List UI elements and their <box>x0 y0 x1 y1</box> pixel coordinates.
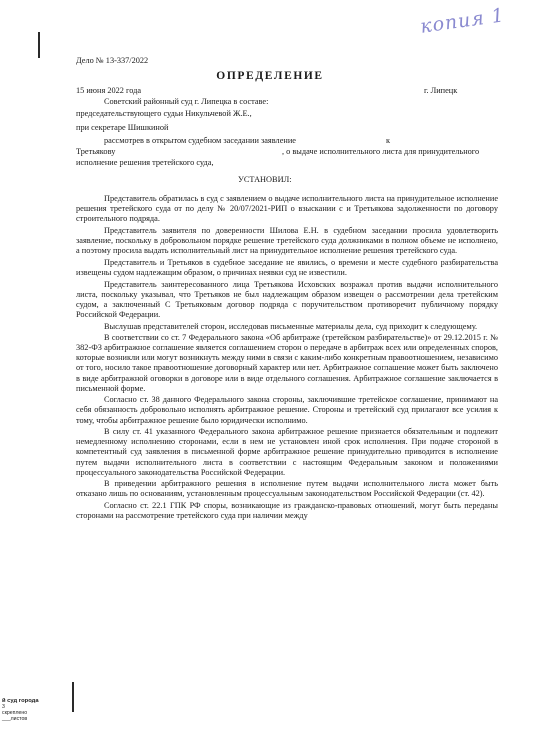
paragraph: В соответствии со ст. 7 Федерального закона «Об арбитраже (третейском разбирательстве)» от 29.12.2015 г. № 382-ФЗ арбитражное соглашение является соглашением сторон о передаче в арбитраж всех или определенных споров, которые возникли или могут возникнуть между ними в связи с каким-либо конкретным правоотношением, независимо от того, носило такое правоотношение договорный характер или нет. Арбитражное соглашение может быть заключено в виде арбитражной оговорки в договоре или в виде отдельного соглашения. Арбитражное соглашение заключается в письменной форме. <box>76 333 499 393</box>
binding-note <box>2 698 39 722</box>
paragraph: Представитель обратилась в суд с заявлением о выдаче исполнительного листа на принудительное исполнение решения третейского суда от по делу № 20/07/2021-РИП о взыскании с и Третьякова задолженности по договору строительного подряда. <box>76 194 498 224</box>
document-title: ОПРЕДЕЛЕНИЕ <box>216 70 324 82</box>
paragraph: Выслушав представителей сторон, исследовав письменные материалы дела, суд приходит к следующему. <box>104 321 478 331</box>
intro-subject: , о выдаче исполнительного листа для принудительного <box>282 147 480 156</box>
paragraph: Согласно ст. 38 данного Федерального закона стороны, заключившие третейское соглашение, принимают на себя обязанность добровольно исполнять арбитражное решение. Стороны и третейский суд прилагают все усилия к тому, чтобы арбитражное решение было юридически исполнимо. <box>76 395 498 425</box>
margin-mark-bottom <box>72 682 74 712</box>
intro-subject-end: исполнение решения третейского суда, <box>76 158 214 167</box>
paragraph: Согласно ст. 22.1 ГПК РФ споры, возникающие из гражданско-правовых отношений, могут быть переданы сторонами на рассмотрение третейского суда при наличии между <box>76 501 498 521</box>
decision-city: г. Липецк <box>424 86 458 95</box>
binding-note-number: 3 <box>2 704 5 710</box>
copy-stamp: копия 1 <box>418 4 507 38</box>
intro-judge: председательствующего судьи Никульчевой Ж.Е., <box>76 109 252 118</box>
paragraph: В приведении арбитражного решения в исполнение путем выдачи исполнительного листа может быть отказано лишь по основаниям, установленным процессуальным законодательством Российской Федерации (ст. 42). <box>76 479 498 499</box>
intro-hearing-to: к <box>386 136 391 145</box>
decision-body <box>76 194 498 523</box>
intro-respondent: Третьякову <box>76 147 116 156</box>
section-heading: УСТАНОВИЛ: <box>238 175 292 184</box>
margin-mark-top <box>38 32 40 58</box>
paragraph: Представитель и Третьяков в судебное заседание не явились, о времени и месте судебного разбирательства извещены судом надлежащим образом, о причинах неявки суд не известили. <box>76 257 498 277</box>
binding-note-sheets: ___листов <box>2 716 28 722</box>
paragraph: Представитель заинтересованного лица Третьякова Исховских возражал против выдачи исполнительного листа, поскольку указывал, что Третьяков не был надлежащим образом извещен о рассмотрении дела третейским судом, а заключенный С Третьяковым договор подряда с поручительством противоречит публичному порядку Российской Федерации. <box>76 279 498 319</box>
binding-note-court: й суд города <box>2 698 39 704</box>
decision-date: 15 июня 2022 года <box>76 86 142 95</box>
binding-note-sealed: скреплено <box>2 710 28 716</box>
intro-secretary: при секретаре Шишкиной <box>76 123 169 132</box>
case-number: Дело № 13-337/2022 <box>76 56 149 65</box>
intro-hearing: рассмотрев в открытом судебном заседании заявление <box>104 136 296 145</box>
paragraph: В силу ст. 41 указанного Федерального закона арбитражное решение признается обязательным и подлежит немедленному исполнению сторонами, если в нем не установлен иной срок исполнения. При подаче стороной в компетентный суд заявления в письменной форме арбитражное решение принудительно приводится в исполнение путем выдачи исполнительного листа в соответствии с настоящим Федеральным законом и положениями процессуального законодательства Российской Федерации. <box>76 427 498 477</box>
intro-court: Советский районный суд г. Липецка в составе: <box>104 97 269 106</box>
paragraph: Представитель заявителя по доверенности Шилова Е.Н. в судебном заседании просила удовлетворить заявление, поскольку в добровольном порядке решение третейского суда должниками в полном объеме не исполнено, а поэтому просила выдать исполнительный лист на принудительное исполнение решения третейского суда. <box>76 225 498 256</box>
